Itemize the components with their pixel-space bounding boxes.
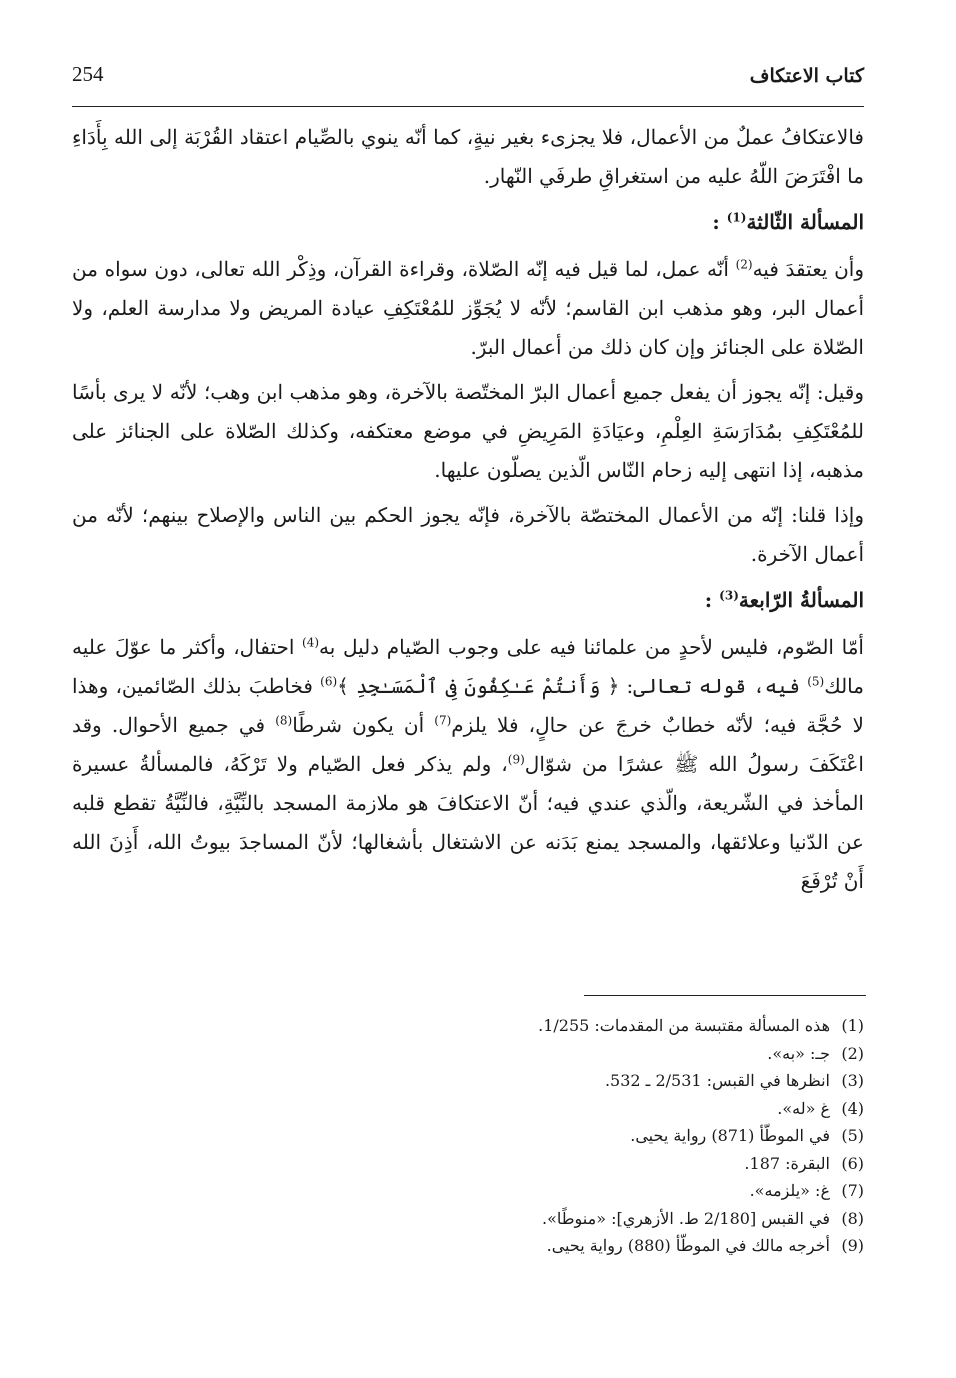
heading-third-issue — [72, 202, 864, 242]
footnote-item — [72, 1150, 864, 1178]
footnote-number: (5) — [841, 1126, 864, 1145]
text-run: فخاطبَ بذلك الصّائمين، وهذا لا حُجَّة فيه؛ لأنّه خطابٌ خرجَ عن حالٍ، فلا يلزم — [72, 674, 864, 737]
footnote-text: غ: «يلزمه». — [749, 1181, 830, 1200]
footnotes-list — [72, 1012, 864, 1260]
page-number: 254 — [72, 62, 104, 86]
paragraph-3: وقيل: إنّه يجوز أن يفعل جميع أعمال البرّ المختّصة بالآخرة، وهو مذهب ابن وهب؛ لأنّه لا يرى بأسًا للمُعْتَكِفِ بمُدَارَسَةِ العِلْمِ، وعيَادَةِ المَرِيضِ في موضع معتكفه، وكذلك الصّلاة على الجنائز على مذهبه، إذا انتهى إليه زحام النّاس الّذين يصلّون عليها. — [72, 380, 864, 482]
paragraph-1: فالاعتكافُ عملٌ من الأعمال، فلا يجزىء بغير نيةٍ، كما أنّه ينوي بالصِّيام اعتقاد القُرْبَة إلى الله بِأَدَاءِ ما افْتَرَضَ اللّهُ عليه من استغراقِ طرفَي النّهار. — [72, 125, 864, 188]
footnote-ref: (8) — [275, 713, 293, 728]
text-run: وأن يعتقدَ فيه — [752, 257, 864, 281]
footnote-item — [72, 1122, 864, 1150]
heading-colon: : — [712, 210, 720, 234]
footnote-item — [72, 1095, 864, 1123]
footnote-text: جـ: «به». — [767, 1043, 830, 1063]
footnote-item — [72, 1205, 864, 1233]
footnote-ref: (6) — [320, 674, 338, 689]
footnote-ref: (1) — [726, 210, 747, 225]
header-rule — [72, 106, 864, 107]
paragraph-5 — [72, 628, 864, 901]
text-run: احتفال، وأكثر ما عوّلَ عليه مالك — [72, 635, 864, 698]
footnote-number: (2) — [841, 1043, 864, 1063]
heading-text: المسألة الثّالثة — [746, 210, 864, 234]
footnote-number: (1) — [841, 1016, 864, 1035]
footnote-item — [72, 1232, 864, 1260]
footnote-item — [72, 1040, 864, 1068]
page-header — [72, 62, 864, 87]
footnote-ref: (3) — [719, 588, 739, 603]
heading-fourth-issue — [72, 580, 864, 620]
heading-colon: : — [704, 588, 713, 612]
footnote-item — [72, 1012, 864, 1040]
text-run: في جميع الأحوال. وقد اعْتَكَفَ رسولُ الله ﷺ عشرًا من شوّال — [72, 713, 864, 776]
footnote-item — [72, 1067, 864, 1095]
footnote-text: في القبس [2/180 ط. الأزهري]: «منوطًا». — [542, 1208, 830, 1228]
text-run: فيه، قوله تعالى: ﴿ وَأَنتُمْ عَـٰكِفُونَ فِى ٱلْمَسَـٰجِدِ ﴾ — [337, 674, 808, 698]
heading-text: المسألةُ الرّابعة — [738, 588, 864, 612]
footnote-number: (7) — [841, 1181, 864, 1200]
footnote-number: (6) — [841, 1153, 864, 1173]
footnote-ref: (4) — [302, 635, 320, 650]
footnote-ref: (2) — [735, 257, 753, 272]
footnote-text: في الموطّأ (871) رواية يحيى. — [630, 1126, 830, 1145]
footnote-number: (8) — [841, 1208, 864, 1228]
footnote-number: (9) — [841, 1236, 864, 1255]
footnote-text: البقرة: 187. — [744, 1153, 830, 1173]
running-title: كتاب الاعتكاف — [749, 65, 864, 87]
paragraph-2 — [72, 250, 864, 367]
footnote-text: غ «له». — [777, 1098, 830, 1118]
footnote-text: هذه المسألة مقتبسة من المقدمات: 1/255. — [538, 1016, 830, 1035]
footnote-text: أخرجه مالك في الموطّأ (880) رواية يحيى. — [546, 1236, 830, 1255]
footnote-ref: (9) — [507, 752, 525, 767]
text-run: أمّا الصّوم، فليس لأحدٍ من علمائنا فيه على وجوب الصّيام دليل به — [319, 635, 864, 659]
text-run: أن يكون شرطًا — [292, 713, 435, 737]
footnote-rule — [584, 995, 866, 996]
paragraph-4: وإذا قلنا: إنّه من الأعمال المختصّة بالآخرة، فإنّه يجوز الحكم بين الناس والإصلاح بينهم؛ لأنّه من أعمال الآخرة. — [72, 503, 864, 566]
footnote-text: انظرها في القبس: 2/531 ـ 532. — [604, 1071, 830, 1090]
footnote-item — [72, 1177, 864, 1205]
text-run: ، ولم يذكر فعل الصّيام ولا تَرْكَهُ، فالمسألةُ عسيرة المأخذ في الشّريعة، والّذي عندي فيه؛ أنّ الاعتكافَ هو ملازمة المسجد بالنِّيَّةِ، فالنِّيَّةُ تقطع قلبه عن الدّنيا وعلائقها، والمسجد يمنع بَدَنه عن الاشتغال بأشغالها؛ لأنّ المساجدَ بيوتُ الله، أَذِنَ الله أَنْ تُرْفَعَ — [72, 752, 864, 893]
footnote-number: (3) — [841, 1071, 864, 1090]
text-run: أنّه عمل، لما قيل فيه إنّه الصّلاة، وقراءة القرآن، وذِكْر الله تعالى، دون سواه من أعمال البر، وهو مذهب ابن القاسم؛ لأنّه لا يُجَوِّز للمُعْتَكِفِ عيادة المريض ولا مدارسة العلم، ولا الصّلاة على الجنائز وإن كان ذلك من أعمال البرّ. — [72, 257, 864, 359]
footnote-number: (4) — [841, 1098, 864, 1118]
footnote-ref: (7) — [434, 713, 452, 728]
main-text — [72, 118, 864, 907]
footnote-ref: (5) — [807, 674, 825, 689]
